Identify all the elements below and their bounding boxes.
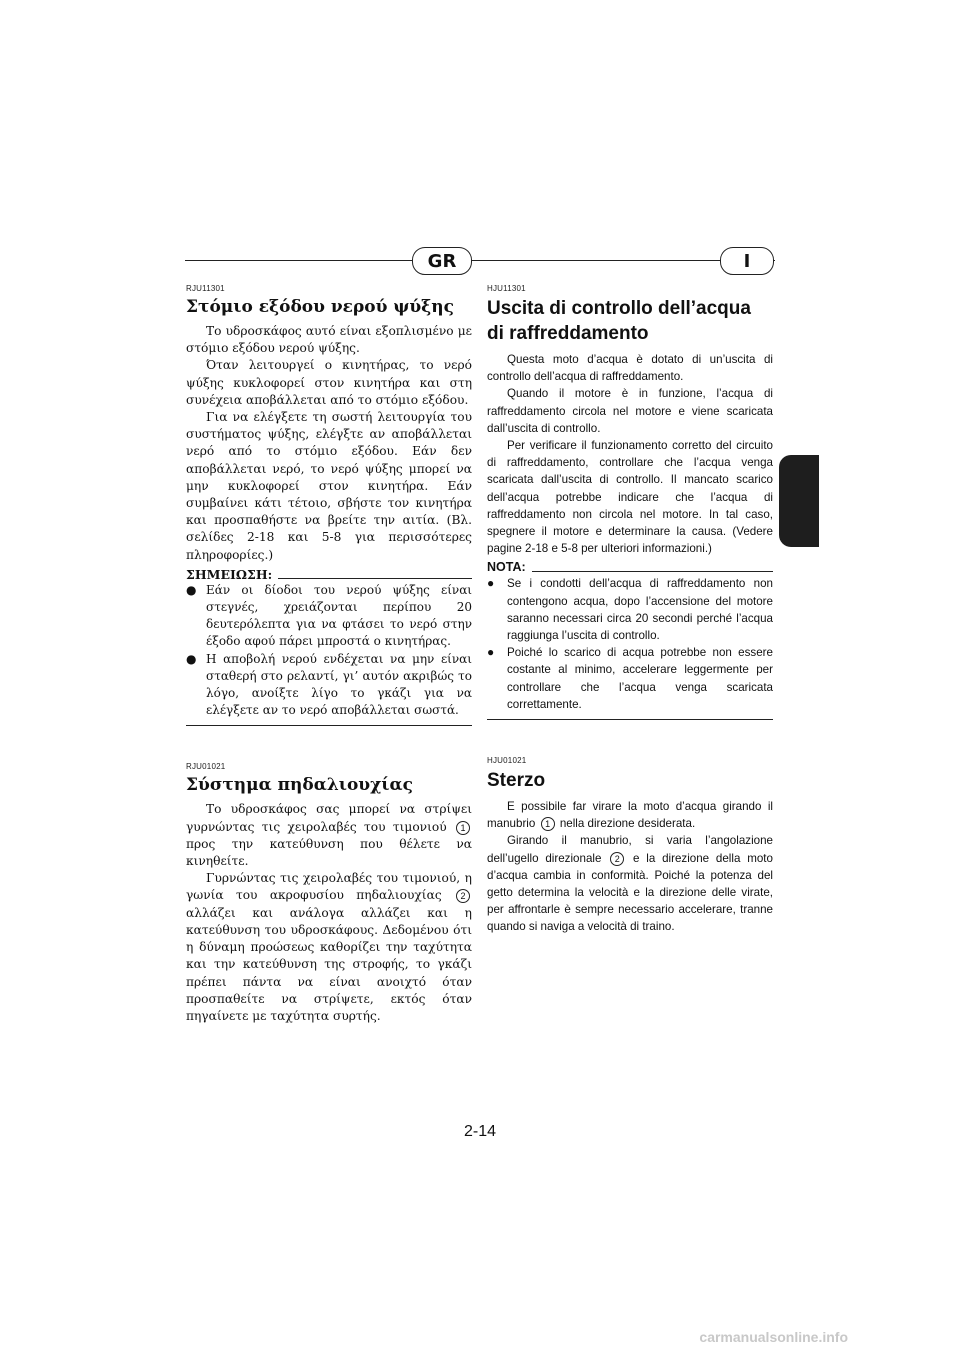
bullet-icon: ● (487, 645, 495, 660)
header-rule (185, 260, 775, 261)
language-badge-gr: GR (412, 247, 472, 275)
section-code: HJU01021 (487, 756, 527, 766)
italian-column (487, 284, 773, 936)
section-title: Sterzo (487, 770, 546, 792)
paragraph: Γυρνώντας τις χειρολαβές του τιμονιού, η γωνία του ακροφυσίου πηδαλιουχίας 2 αλλάζει και ανάλογα αλλάζει και η κατεύθυνση του υδροσκάφους. Δεδομένου ότι η δύναμη προώσεως καθορίζει την ταχύτητα και την κατεύθυνση της στροφής, το γκάζι πρέπει πάντα να είναι ανοιχτό όταν προσπαθείτε να στρίψετε, εκτός όταν πηγαίνετε με ταχύτητα συρτής. (186, 871, 472, 1023)
paragraph: Για να ελέγξετε τη σωστή λειτουργία του συστήματος ψύξης, ελέγξτε αν αποβάλλεται νερό από το στόμιο εξόδου. Εάν δεν αποβάλλεται νερό, το νερό ψύξης μπορεί να μην κυκλοφορεί στον κινητήρα. Εάν συμβαίνει κάτι τέτοιο, σβήστε τον κινητήρα και προσπαθήστε να βρείτε την αιτία. (Βλ. σελίδες 2-18 και 5-8 για περισσότερες πληροφορίες.) (186, 410, 472, 562)
paragraph: Quando il motore è in funzione, l’acqua di raffreddamento circola nel motore e viene scaricata dall’uscita di controllo. (487, 387, 773, 435)
paragraph: Το υδροσκάφος αυτό είναι εξοπλισμένο με στόμιο εξόδου νερού ψύξης. (186, 324, 472, 356)
bullet-icon: ● (186, 582, 197, 597)
note-header (487, 560, 773, 575)
paragraph: Per verificare il funzionamento corretto del circuito di raffreddamento, controllare che l’acqua venga scaricata dall’uscita di controllo. Il mancato scarico dell’acqua potrebbe indicare che l’acqua di raffreddamento non circola nel motore. In tal caso, spegnere il motore e determinare la causa. (Vedere pagine 2-18 e 5-8 per ulteriori informazioni.) (487, 439, 773, 556)
note-list (487, 575, 773, 720)
section-title: Στόμιο εξόδου νερού ψύξης (186, 297, 454, 317)
note-label: NOTA: (487, 560, 526, 575)
list-item (186, 651, 472, 720)
paragraph: Questa moto d’acqua è dotato di un’uscita di controllo dell’acqua di raffreddamento. (487, 353, 773, 384)
list-item (487, 644, 773, 713)
watermark: carmanualsonline.info (699, 1329, 848, 1345)
section-code: RJU01021 (186, 762, 226, 772)
section-title: Σύστημα πηδαλιουχίας (186, 775, 413, 796)
bullet-icon: ● (487, 576, 495, 591)
list-item (487, 575, 773, 644)
section-code: RJU11301 (186, 284, 225, 293)
list-item-text: Η αποβολή νερού ενδέχεται να μην είναι σταθερή στο ρελαντί, γι’ αυτόν ακριβώς το λόγο, ανοίξτε λίγο το γκάζι για να ελέγξετε αν το νερό αποβάλλεται σωστά. (206, 651, 472, 718)
callout-2-icon: 2 (610, 852, 624, 866)
callout-1-icon: 1 (456, 821, 470, 835)
note-header (186, 567, 472, 582)
section-code: HJU11301 (487, 284, 526, 293)
note-list (186, 582, 472, 727)
note-rule (278, 578, 472, 579)
callout-1-icon: 1 (541, 817, 555, 831)
note-rule (532, 571, 773, 572)
callout-2-icon: 2 (456, 889, 470, 903)
greek-column (186, 284, 472, 1025)
bullet-icon: ● (186, 651, 197, 666)
list-item-text: Se i condotti dell’acqua di raffreddamento non contengono acqua, dopo l’accensione del motore saranno necessari circa 20 secondi perché l’acqua raggiunga l’uscita di controllo. (507, 577, 773, 643)
paragraph: Όταν λειτουργεί ο κινητήρας, το νερό ψύξης κυκλοφορεί στον κινητήρα και στη συνέχεια αποβάλλεται από το στόμιο εξόδου. (186, 358, 472, 407)
list-item-text: Εάν οι δίοδοι του νερού ψύξης είναι στεγνές, χρειάζονται περίπου 20 δευτερόλεπτα για να φτάσει το νερό στην έξοδο αφού πάρει μπροστά ο κινητήρας. (206, 582, 472, 649)
note-label: ΣΗΜΕΙΩΣΗ: (186, 566, 273, 582)
paragraph: Το υδροσκάφος σας μπορεί να στρίψει γυρνώντας τις χειρολαβές του τιμονιού 1 προς την κατεύθυνση που θέλετε να κινηθείτε. (186, 802, 472, 869)
paragraph: E possibile far virare la moto d’acqua girando il manubrio 1 nella direzione desiderata. (487, 800, 773, 831)
list-item (186, 582, 472, 651)
language-badge-i: I (720, 247, 774, 275)
page-number: 2-14 (463, 1123, 497, 1140)
section-title: Uscita di controllo dell’acqua di raffreddamento (487, 298, 751, 344)
paragraph: Girando il manubrio, si varia l’angolazione dell’ugello direzionale 2 e la direzione della moto d’acqua cambia in conformità. Poiché la potenza del getto determina la velocità e la direzione delle virate, per affrontarle è sempre necessario accelerare, tranne quando si naviga a velocità di traino. (487, 834, 773, 934)
list-item-text: Poiché lo scarico di acqua potrebbe non essere costante al minimo, accelerare leggermente per controllare che l’acqua venga scaricata correttamente. (507, 646, 773, 711)
chapter-thumb-tab (779, 455, 819, 547)
